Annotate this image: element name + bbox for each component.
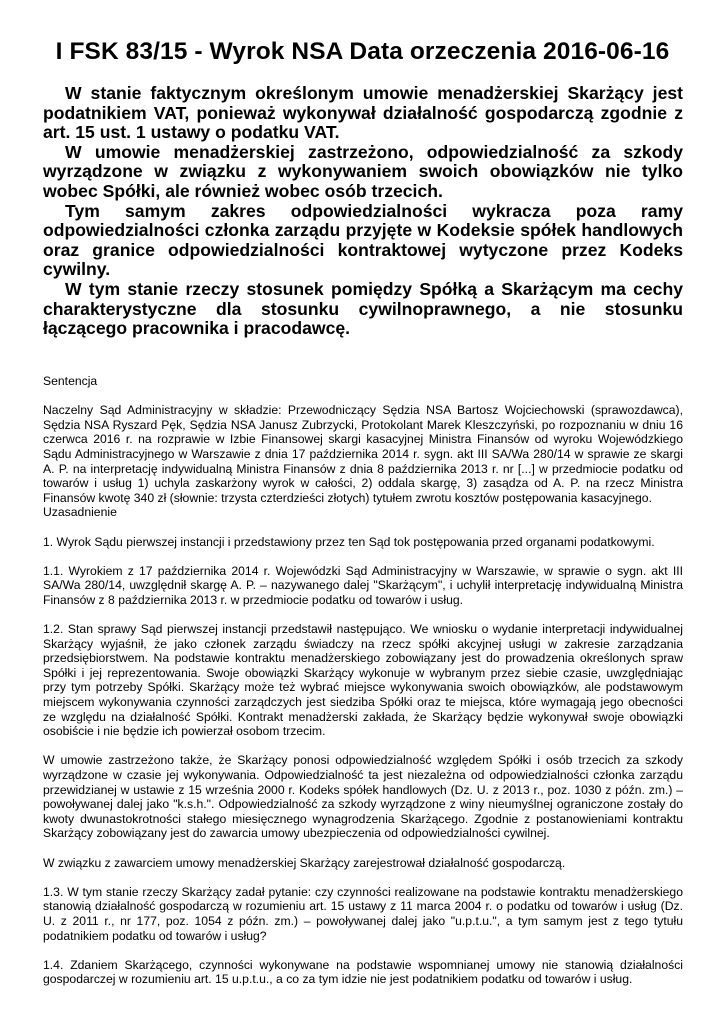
thesis-block xyxy=(43,84,683,339)
body-paragraph: 1.2. Stan sprawy Sąd pierwszej instancji przedstawił następująco. We wniosku o wydanie interpretacji indywidualnej Skarżący wyjaśnił, że jako członek zarządu świadczy na rzecz spółki akcyjnej usługi w zakresie zarządzania przedsiębiorstwem. Na podstawie kontraktu menadżerskiego zobowiązany jest do prowadzenia określonych spraw Spółki i jej reprezentowania. Swoje obowiązki Skarżący wykonuje w wybranym przez siebie czasie, uwzględniając przy tym potrzeby Spółki. Skarżący może też wybrać miejsce wykonywania swoich obowiązków, ale podstawowym miejscem wykonywania czynności zarządczych jest siedziba Spółki oraz te miejsca, które wymagają jego obecności ze względu na działalność Spółki. Kontrakt menadżerski zakłada, że Skarżący będzie wykonywał swoje obowiązki osobiście i nie będzie ich powierzał osobom trzecim. xyxy=(43,622,683,739)
thesis-paragraph: W stanie faktycznym określonym umowie menadżerskiej Skarżący jest podatnikiem VAT, ponieważ wykonywał działalność gospodarczą zgodnie z art. 15 ust. 1 ustawy o podatku VAT. xyxy=(43,83,683,143)
sentencja-text: Naczelny Sąd Administracyjny w składzie: Przewodniczący Sędzia NSA Bartosz Wojciechowski (sprawozdawca), Sędzia NSA Ryszard Pęk, Sędzia NSA Janusz Zubrzycki, Protokolant Marek Kleszczyński, po rozpoznaniu w dniu 16 czerwca 2016 r. na rozprawie w Izbie Finansowej skargi kasacyjnej Ministra Finansów od wyroku Wojewódzkiego Sądu Administracyjnego w Warszawie z dnia 17 października 2014 r. sygn. akt III SA/Wa 280/14 w sprawie ze skargi A. P. na interpretację indywidualną Ministra Finansów z dnia 8 października 2013 r. nr [...] w przedmiocie podatku od towarów i usług 1) uchyla zaskarżony wyrok w całości, 2) oddala skargę, 3) zasądza od A. P. na rzecz Ministra Finansów kwotę 340 zł (słownie: trzysta czterdzieści złotych) tytułem zwrotu kosztów postępowania kasacyjnego. xyxy=(43,403,683,505)
thesis-paragraph: Tym samym zakres odpowiedzialności wykracza poza ramy odpowiedzialności członka zarządu przyjęte w Kodeksie spółek handlowych oraz granice odpowiedzialności kontraktowej wytyczone przez Kodeks cywilny. xyxy=(43,200,683,280)
document-title: I FSK 83/15 - Wyrok NSA Data orzeczenia 2016-06-16 xyxy=(55,38,670,65)
body-paragraph: 1.3. W tym stanie rzeczy Skarżący zadał pytanie: czy czynności realizowane na podstawie kontraktu menadżerskiego stanowią działalność gospodarczą w rozumieniu art. 15 ustawy z 11 marca 2004 r. o podatku od towarów i usług (Dz. U. z 2011 r., nr 177, poz. 1054 z późn. zm.) – powoływanej dalej jako "u.p.t.u.", a tym samym jest z tego tytułu podatnikiem podatku od towarów i usług? xyxy=(43,884,683,943)
body-paragraph: W umowie zastrzeżono także, że Skarżący ponosi odpowiedzialność względem Spółki i osób trzecich za szkody wyrządzone w czasie jej wykonywania. Odpowiedzialność ta jest niezależna od odpowiedzialności członka zarządu przewidzianej w ustawie z 15 września 2000 r. Kodeks spółek handlowych (Dz. U. z 2013 r., poz. 1030 z późn. zm.) – powoływanej dalej jako "k.s.h.". Odpowiedzialność za szkody wyrządzone z winy nieumyślnej ograniczone zostały do kwoty dwunastokrotności stałego miesięcznego wynagrodzenia Skarżącego. Zgodnie z postanowieniami kontraktu Skarżący zobowiązany jest do zawarcia umowy ubezpieczenia od odpowiedzialności cywilnej. xyxy=(43,753,683,841)
body-paragraph: 1.1. Wyrokiem z 17 października 2014 r. Wojewódzki Sąd Administracyjny w Warszawie, w sprawie o sygn. akt III SA/Wa 280/14, uwzględnił skargę A. P. – nazywanego dalej "Skarżącym", i uchylił interpretację indywidualną Ministra Finansów z 8 października 2013 r. w przedmiocie podatku od towarów i usług. xyxy=(43,563,683,607)
thesis-paragraph: W umowie menadżerskiej zastrzeżono, odpowiedzialność za szkody wyrządzone w związku z wykonywaniem swoich obowiązków nie tylko wobec Spółki, ale również wobec osób trzecich. xyxy=(43,141,683,201)
body-paragraph: W związku z zawarciem umowy menadżerskiej Skarżący zarejestrował działalność gospodarczą. xyxy=(43,855,566,870)
thesis-paragraph: W tym stanie rzeczy stosunek pomiędzy Spółką a Skarżącym ma cechy charakterystyczne dla stosunku cywilnoprawnego, a nie stosunku łączącego pracownika i pracodawcę. xyxy=(43,278,683,339)
sentencja-heading: Sentencja xyxy=(43,374,98,388)
body-paragraph: 1.4. Zdaniem Skarżącego, czynności wykonywane na podstawie wspomnianej umowy nie stanowią działalności gospodarczej w rozumieniu art. 15 u.p.t.u., a co za tym idzie nie jest podatnikiem podatku od towarów i usług. xyxy=(43,957,683,987)
judgment-body xyxy=(43,374,683,1002)
body-paragraph: 1. Wyrok Sądu pierwszej instancji i przedstawiony przez ten Sąd tok postępowania przed organami podatkowymi. xyxy=(43,534,655,549)
uzasadnienie-heading: Uzasadnienie xyxy=(43,505,117,520)
